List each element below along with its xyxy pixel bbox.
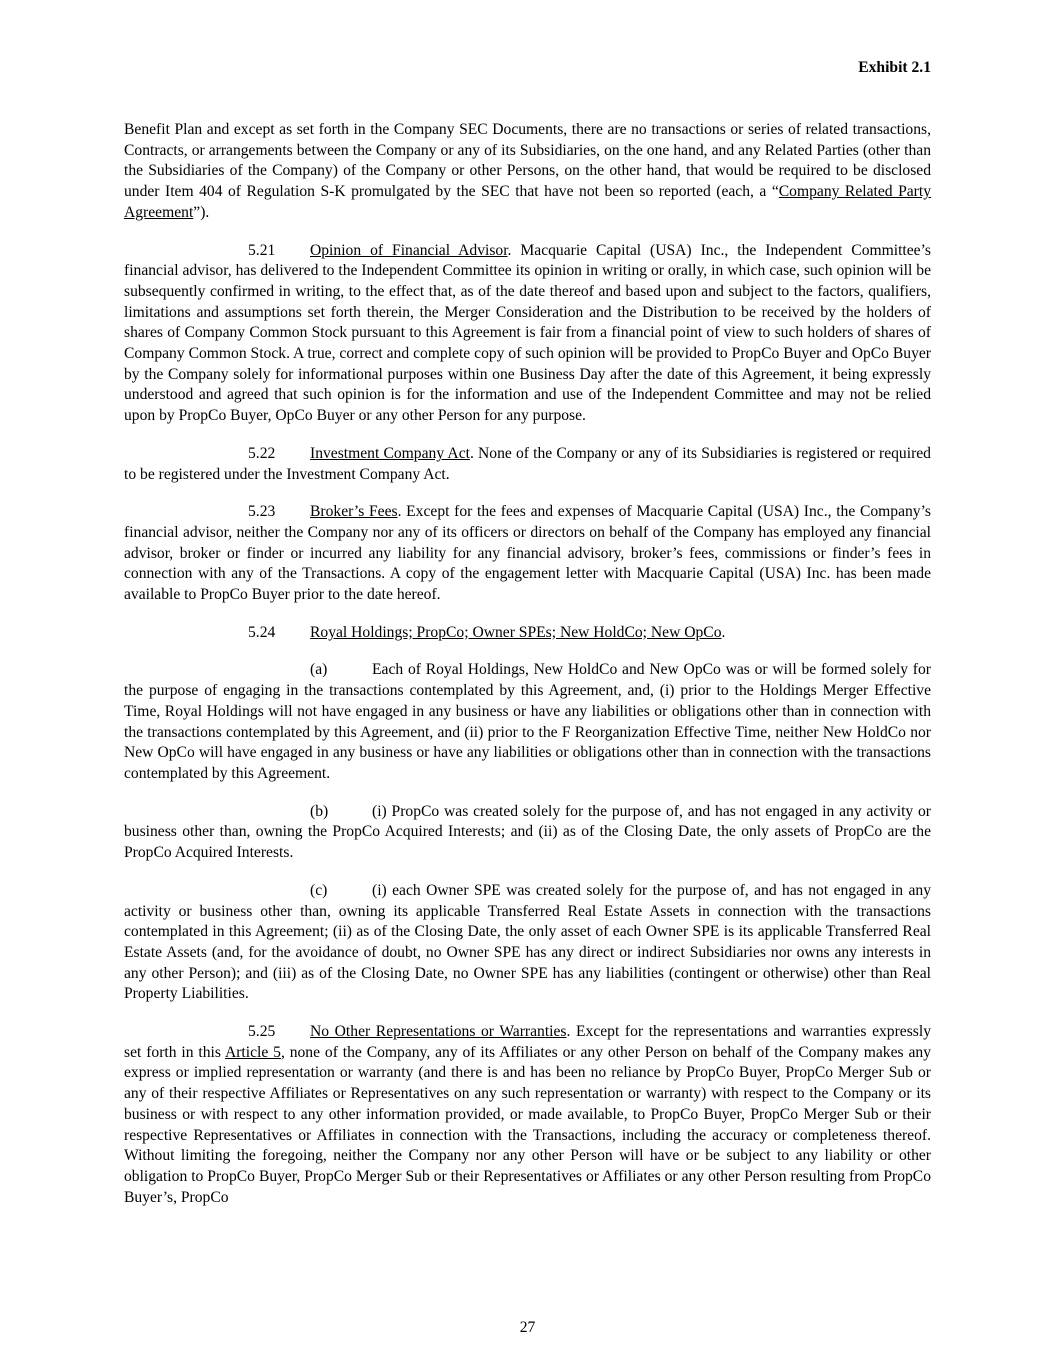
subsection-label: (a) xyxy=(310,661,328,679)
article-reference: Article 5 xyxy=(224,1043,281,1061)
section-5-25 xyxy=(124,1022,931,1208)
defined-term: Company Related Party Agreement xyxy=(124,183,931,221)
subsection-text: (i) each Owner SPE was created solely for the purpose of, and has not engaged in any activity or business other than, owning its applicable Transferred Real Estate Assets in connection with the transactions contemplated in this Agreement; (ii) as of the Closing Date, the only asset of each Owner SPE is its applicable Transferred Real Estate Assets (and, for the avoidance of doubt, no Owner SPE has any direct or indirect Subsidiaries nor owns any interests in any other Person); and (iii) as of the Closing Date, no Owner SPE has any liabilities (contingent or otherwise) other than Real Property Liabilities. xyxy=(124,881,931,1003)
section-number: 5.24 xyxy=(248,623,276,641)
section-text-continued: , none of the Company, any of its Affiliates or any other Person on behalf of the Company makes any express or implied representation or warranty (and there is and has been no reliance by PropCo Buyer, PropCo Merger Sub or any of their respective Affiliates or Representatives on any such representation or warranty) with respect to the Company or its business or with respect to any other information provided, or made available, to PropCo Buyer, PropCo Merger Sub or their respective Representatives or Affiliates in connection with the Transactions, including the accuracy or completeness thereof. Without limiting the foregoing, neither the Company nor any other Person will have or be subject to any liability or other obligation to PropCo Buyer, PropCo Merger Sub or their Representatives or Affiliates or any other Person resulting from PropCo Buyer’s, PropCo xyxy=(124,1043,931,1206)
section-number: 5.23 xyxy=(248,503,276,521)
subsection-label: (c) xyxy=(310,881,328,899)
section-5-23 xyxy=(124,502,931,606)
section-title: Investment Company Act xyxy=(310,444,470,462)
section-title: Opinion of Financial Advisor xyxy=(310,241,508,259)
section-title: Broker’s Fees xyxy=(310,503,398,521)
subsection-5-24-c xyxy=(124,881,931,1005)
subsection-5-24-b xyxy=(124,802,931,864)
section-5-24 xyxy=(124,623,931,644)
paragraph-related-party xyxy=(124,120,931,224)
section-number: 5.25 xyxy=(248,1023,276,1041)
section-text: . None of the Company or any of its Subsidiaries is registered or required to be registered under the Investment Company Act. xyxy=(124,444,931,483)
subsection-label: (b) xyxy=(310,802,329,820)
exhibit-label: Exhibit 2.1 xyxy=(858,59,931,76)
section-text: . Except for the fees and expenses of Macquarie Capital (USA) Inc., the Company’s financial advisor, neither the Company nor any of its officers or directors on behalf of the Company has employed any financial advisor, broker or finder or incurred any liability for any financial advisory, broker’s fees, commissions or finder’s fees in connection with any of the Transactions. A copy of the engagement letter with Macquarie Capital (USA) Inc. has been made available to PropCo Buyer prior to the date hereof. xyxy=(124,503,931,604)
section-title: Royal Holdings; PropCo; Owner SPEs; New HoldCo; New OpCo xyxy=(310,623,722,641)
section-number: 5.21 xyxy=(248,241,276,259)
subsection-text: Each of Royal Holdings, New HoldCo and New OpCo was or will be formed solely for the purpose of engaging in the transactions contemplated by this Agreement, and, (i) prior to the Holdings Merger Effective Time, Royal Holdings will not have engaged in any business or have any liabilities or obligations other than in connection with the transactions contemplated by this Agreement, and (ii) prior to the F Reorganization Effective Time, neither New HoldCo nor New OpCo will have engaged in any business or have any liabilities or obligations other than in connection with the transactions contemplated by this Agreement. xyxy=(124,661,931,782)
paragraph-end: ”). xyxy=(193,203,210,221)
subsection-5-24-a xyxy=(124,660,931,784)
section-5-21 xyxy=(124,241,931,427)
document-body xyxy=(124,120,931,1208)
subsection-text: (i) PropCo was created solely for the purpose of, and has not engaged in any activity or business other than, owning the PropCo Acquired Interests; and (ii) as of the Closing Date, the only assets of PropCo are the PropCo Acquired Interests. xyxy=(124,802,931,862)
section-number: 5.22 xyxy=(248,444,276,462)
section-title: No Other Representations or Warranties xyxy=(310,1023,567,1041)
section-text: . Except for the representations and warranties expressly set forth in this xyxy=(124,1023,931,1061)
page-number: 27 xyxy=(519,1319,536,1337)
paragraph-text: Benefit Plan and except as set forth in the Company SEC Documents, there are no transactions or series of related transactions, Contracts, or arrangements between the Company or any of its Subsidiaries, on the one hand, and any Related Parties (other than the Subsidiaries of the Company) of the Company or other Persons, on the other hand, that would be required to be disclosed under Item 404 of Regulation S-K promulgated by the SEC that have not been so reported (each, a “ xyxy=(124,121,931,201)
section-text: . Macquarie Capital (USA) Inc., the Independent Committee’s financial advisor, has delivered to the Independent Committee its opinion in writing or orally, in which case, such opinion will be subsequently confirmed in writing, to the effect that, as of the date thereof and based upon and subject to the factors, qualifiers, limitations and assumptions set forth therein, the Merger Consideration and the Distribution to be received by the holders of shares of Company Common Stock pursuant to this Agreement is fair from a financial point of view to such holders of shares of Company Common Stock. A true, correct and complete copy of such opinion will be provided to PropCo Buyer and OpCo Buyer by the Company solely for informational purposes within one Business Day after the date of this Agreement, it being expressly understood and agreed that such opinion is for the information and use of the Independent Committee and may not be relied upon by PropCo Buyer, OpCo Buyer or any other Person for any purpose. xyxy=(124,241,931,425)
section-5-22 xyxy=(124,444,931,485)
section-end: . xyxy=(721,623,726,641)
